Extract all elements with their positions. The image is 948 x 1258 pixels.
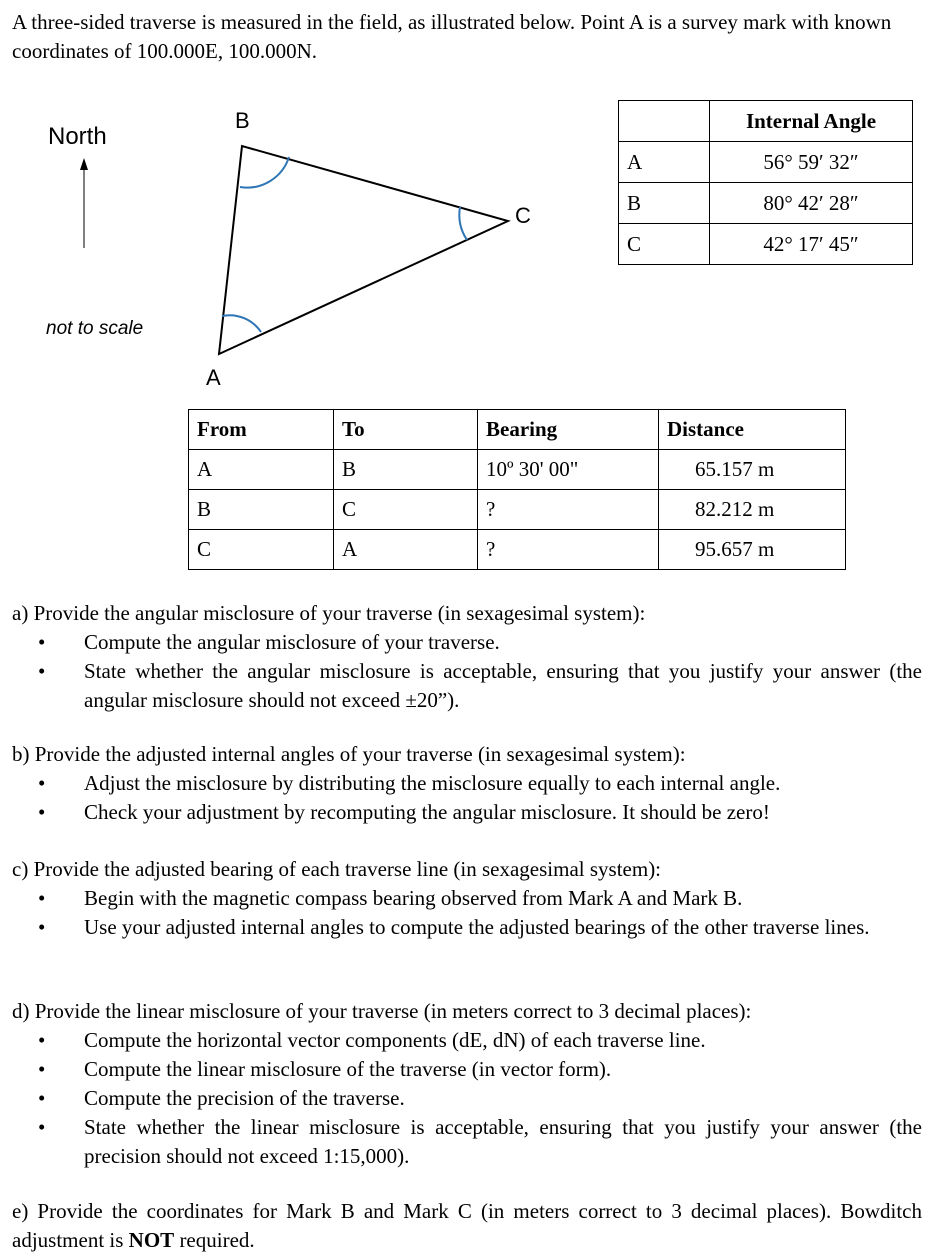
question-text: e) Provide the coordinates for Mark B and Mark C (in meters correct to 3 decimal places). Bowditch adjustment is NOT required. <box>12 1199 922 1252</box>
list-item: • Compute the linear misclosure of the traverse (in vector form). <box>84 1055 922 1084</box>
table-cell: 56° 59′ 32″ <box>710 142 913 183</box>
north-label: North <box>48 123 107 150</box>
table-cell: A <box>619 142 710 183</box>
traverse-table <box>188 409 846 570</box>
internal-angles-table <box>618 100 913 265</box>
vertex-label-a: A <box>206 365 221 390</box>
table-row <box>189 410 846 450</box>
table-cell <box>619 101 710 142</box>
table-row <box>619 224 913 265</box>
question-d <box>12 997 922 1171</box>
list-item: • Compute the horizontal vector components (dE, dN) of each traverse line. <box>84 1026 922 1055</box>
list-item: • Adjust the misclosure by distributing the misclosure equally to each internal angle. <box>84 769 922 798</box>
list-item: • Compute the precision of the traverse. <box>84 1084 922 1113</box>
table-cell: 82.212 m <box>659 490 846 530</box>
question-title: c) Provide the adjusted bearing of each traverse line (in sexagesimal system): <box>12 857 662 881</box>
list-item: • Check your adjustment by recomputing the angular misclosure. It should be zero! <box>84 798 922 827</box>
question-list <box>12 1026 922 1171</box>
table-cell: B <box>334 450 478 490</box>
question-list <box>12 628 922 715</box>
vertex-label-b: B <box>235 108 250 133</box>
table-cell: 65.157 m <box>659 450 846 490</box>
list-item: • Begin with the magnetic compass bearing observed from Mark A and Mark B. <box>84 884 922 913</box>
north-arrow-icon <box>80 158 88 170</box>
question-c <box>12 855 922 942</box>
question-title: a) Provide the angular misclosure of your traverse (in sexagesimal system): <box>12 601 646 625</box>
table-cell: ? <box>478 490 659 530</box>
table-cell: B <box>189 490 334 530</box>
table-cell: 10º 30' 00" <box>478 450 659 490</box>
question-title: d) Provide the linear misclosure of your traverse (in meters correct to 3 decimal places): <box>12 999 752 1023</box>
list-item: • Use your adjusted internal angles to compute the adjusted bearings of the other traverse lines. <box>84 913 922 942</box>
question-b <box>12 740 922 827</box>
table-header-cell: Internal Angle <box>710 101 913 142</box>
table-row <box>619 101 913 142</box>
angle-arc-c <box>459 207 467 240</box>
table-cell: C <box>189 530 334 570</box>
list-item: • Compute the angular misclosure of your traverse. <box>84 628 922 657</box>
intro-paragraph: A three-sided traverse is measured in the field, as illustrated below. Point A is a survey mark with known coordinates of 100.000E, 100.000N. <box>12 10 892 63</box>
vertex-label-c: C <box>515 203 531 228</box>
list-item: • State whether the angular misclosure is acceptable, ensuring that you justify your answer (the angular misclosure should not exceed ±20”). <box>84 657 922 715</box>
table-row <box>189 490 846 530</box>
table-cell: B <box>619 183 710 224</box>
table-cell: 80° 42′ 28″ <box>710 183 913 224</box>
traverse-diagram <box>0 90 600 400</box>
table-header-cell: Bearing <box>478 410 659 450</box>
question-list <box>12 769 922 827</box>
table-cell: 42° 17′ 45″ <box>710 224 913 265</box>
list-item: • State whether the linear misclosure is acceptable, ensuring that you justify your answer (the precision should not exceed 1:15,000). <box>84 1113 922 1171</box>
table-header-cell: From <box>189 410 334 450</box>
table-cell: C <box>619 224 710 265</box>
angle-arc-a <box>222 315 261 332</box>
scale-note: not to scale <box>46 318 144 339</box>
table-cell: ? <box>478 530 659 570</box>
question-a <box>12 599 922 715</box>
table-header-cell: To <box>334 410 478 450</box>
question-list <box>12 884 922 942</box>
question-e <box>12 1197 922 1255</box>
table-cell: C <box>334 490 478 530</box>
table-header-cell: Distance <box>659 410 846 450</box>
question-title: b) Provide the adjusted internal angles of your traverse (in sexagesimal system): <box>12 742 686 766</box>
table-row <box>189 450 846 490</box>
triangle-abc <box>219 146 508 354</box>
table-cell: 95.657 m <box>659 530 846 570</box>
table-row <box>619 183 913 224</box>
table-row <box>189 530 846 570</box>
table-cell: A <box>334 530 478 570</box>
table-cell: A <box>189 450 334 490</box>
angle-arc-b <box>240 157 289 188</box>
table-row <box>619 142 913 183</box>
